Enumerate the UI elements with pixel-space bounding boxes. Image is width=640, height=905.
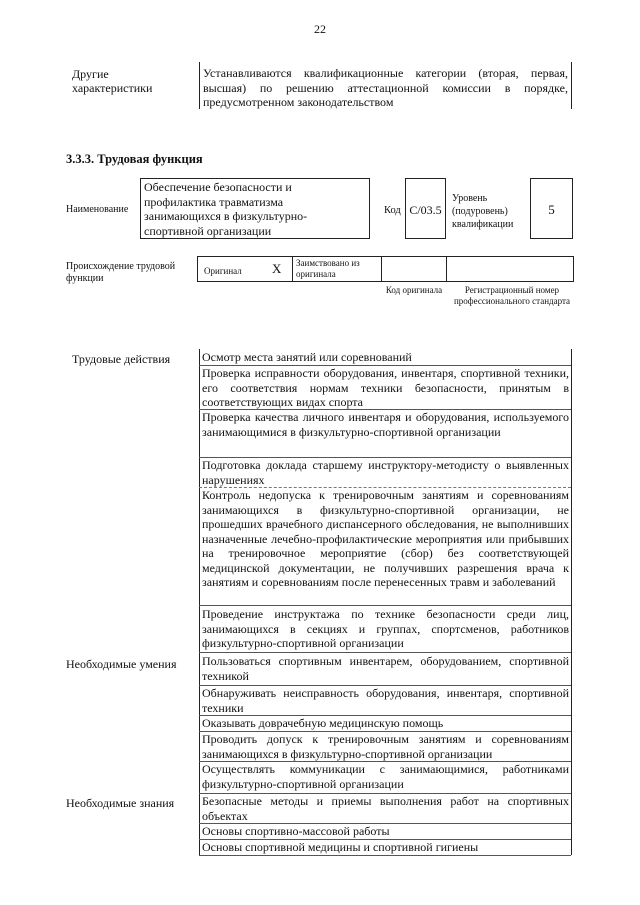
action-item: Подготовка доклада старшему инструктору-методисту о выявленных нарушениях — [199, 458, 571, 488]
origin-box — [197, 256, 574, 282]
code-value: C/03.5 — [409, 203, 442, 217]
origin-label: Происхождение трудовой функции — [66, 261, 176, 284]
code-label: Код — [384, 205, 401, 216]
level-value: 5 — [548, 202, 555, 217]
skill-item: Оказывать доврачебную медицинскую помощь — [199, 716, 571, 732]
other-divider — [199, 62, 200, 109]
skill-item: Осуществлять коммуникации с занимающимися, работниками физкультурно-спортивной организации — [199, 762, 571, 794]
page-number: 22 — [314, 22, 326, 36]
knowledge-label: Необходимые знания — [66, 796, 175, 810]
action-item: Проведение инструктажа по технике безопасности среди лиц, занимающихся в секциях и группах, спортсменов, работников физкультурно-спортивной организации — [199, 607, 571, 653]
skills-label: Необходимые умения — [66, 657, 177, 671]
other-characteristics-label: Другие характеристики — [72, 67, 153, 95]
reg-number-caption: Регистрационный номер профессионального стандарта — [453, 285, 571, 306]
name-value: Обеспечение безопасности и профилактика травматизма занимающихся в физкультурно-спортивной организации — [144, 180, 308, 238]
action-item: Контроль недопуска к тренировочным занятиям и соревнованиям занимающихся в физкультурно-спортивной организации, не прошедших врачебного диспансерного обследования, не выполнивших назначенные лечебно-профилактические мероприятия или прибывших на тренировочное мероприятие (сбор) без соответствующей медицинской документации, не получивших разрешения врача к занятиям и соревнованиям после перенесенных травм и заболеваний — [199, 488, 571, 606]
knowledge-item: Безопасные методы и приемы выполнения работ на спортивных объектах — [199, 794, 571, 824]
action-item: Проверка исправности оборудования, инвентаря, спортивной техники, его соответствия нормам техники безопасности, принятым в соответствующих видах спорта — [199, 366, 571, 410]
actions-label: Трудовые действия — [72, 352, 171, 366]
borrowed-label: Заимствовано из оригинала — [296, 258, 360, 279]
main-right-border — [571, 349, 572, 855]
skill-item: Обнаруживать неисправность оборудования, инвентаря, спортивной техники — [199, 686, 571, 716]
action-item: Осмотр места занятий или соревнований — [199, 350, 571, 366]
other-right-border — [571, 62, 572, 109]
action-item: Проверка качества личного инвентаря и оборудования, используемого занимающимися в физкультурно-спортивной организации — [199, 410, 571, 458]
section-title: 3.3.3. Трудовая функция — [66, 152, 203, 166]
other-characteristics-text: Устанавливаются квалификационные категории (вторая, первая, высшая) по решению аттестационной комиссии в порядке, предусмотренном законодательством — [203, 66, 568, 109]
skill-item: Пользоваться спортивным инвентарем, оборудованием, спортивной техникой — [199, 654, 571, 686]
original-label: Оригинал — [204, 266, 242, 276]
name-label: Наименование — [66, 204, 129, 215]
knowledge-item: Основы спортивной медицины и спортивной гигиены — [199, 840, 571, 856]
code-original-caption: Код оригинала — [385, 285, 443, 295]
level-label: Уровень (подуровень) квалификации — [452, 193, 514, 230]
original-mark: X — [272, 261, 282, 276]
knowledge-item: Основы спортивно-массовой работы — [199, 824, 571, 840]
skill-item: Проводить допуск к тренировочным занятиям и соревнованиям занимающихся в физкультурно-спортивной организации — [199, 732, 571, 762]
